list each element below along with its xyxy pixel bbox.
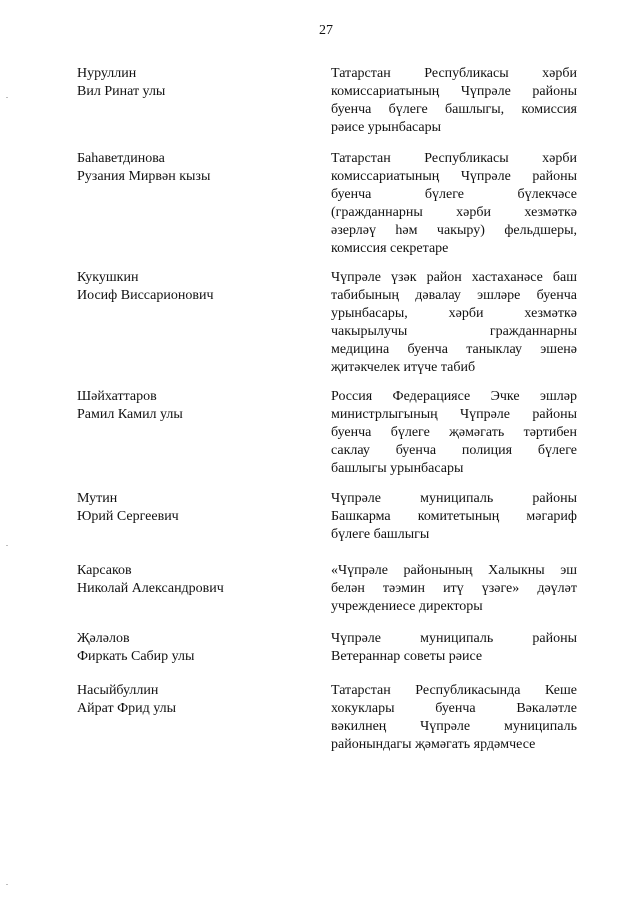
member-given-name: Юрий Сергеевич bbox=[77, 509, 179, 524]
position-line: (гражданнарны хәрби хезмәткә bbox=[331, 205, 577, 220]
position-line: Татарстан Республикасында Кеше bbox=[331, 683, 577, 698]
position-line: табибының дәвалау эшләре буенча bbox=[331, 288, 577, 303]
member-position bbox=[331, 150, 577, 258]
member-given-name: Иосиф Виссарионович bbox=[77, 288, 214, 303]
position-line: рәисе урынбасары bbox=[331, 120, 442, 135]
member-given-name: Рузания Мирвән кызы bbox=[77, 169, 211, 184]
position-line: «Чүпрәле районының Халыкны эш bbox=[331, 563, 577, 578]
position-line: учреждениесе директоры bbox=[331, 599, 483, 614]
position-line: Чүпрәле муниципаль районы bbox=[331, 631, 577, 646]
position-line: комиссариатының Чүпрәле районы bbox=[331, 84, 577, 99]
member-given-name: Айрат Фрид улы bbox=[77, 701, 177, 716]
member-given-name: Фиркать Сабир улы bbox=[77, 649, 195, 664]
position-line: буенча бүлеге башлыгы, комиссия bbox=[331, 102, 577, 117]
member-name bbox=[77, 562, 307, 598]
position-line: буенча бүлеге бүлекчәсе bbox=[331, 187, 577, 202]
member-name bbox=[77, 630, 307, 666]
position-line: Татарстан Республикасы хәрби bbox=[331, 66, 577, 81]
member-name bbox=[77, 65, 307, 101]
position-line: саклау буенча полиция бүлеге bbox=[331, 443, 577, 458]
position-line: Чүпрәле үзәк район хастаханәсе баш bbox=[331, 270, 577, 285]
position-line: бүлеге башлыгы bbox=[331, 527, 430, 542]
position-line: җитәкчелек итүче табиб bbox=[331, 360, 476, 375]
member-position bbox=[331, 630, 577, 666]
position-line: Татарстан Республикасы хәрби bbox=[331, 151, 577, 166]
position-line: әзерләү һәм чакыру) фельдшеры, bbox=[331, 223, 577, 238]
page-number: 27 bbox=[319, 23, 333, 38]
member-position bbox=[331, 269, 577, 377]
position-line: Чүпрәле муниципаль районы bbox=[331, 491, 577, 506]
position-line: медицина буенча таныклау эшенә bbox=[331, 342, 577, 357]
position-line: Ветераннар советы рәисе bbox=[331, 649, 483, 664]
position-line: чакырылучы гражданнарны bbox=[331, 324, 577, 339]
member-surname: Баһаветдинова bbox=[77, 151, 165, 166]
member-given-name: Вил Ринат улы bbox=[77, 84, 166, 99]
member-surname: Насыйбуллин bbox=[77, 683, 159, 698]
position-line: Башкарма комитетының мәгариф bbox=[331, 509, 577, 524]
scan-margin-mark bbox=[6, 545, 8, 546]
member-name bbox=[77, 269, 307, 305]
member-name bbox=[77, 490, 307, 526]
position-line: вәкилнең Чүпрәле муниципаль bbox=[331, 719, 577, 734]
member-position bbox=[331, 490, 577, 544]
member-surname: Нуруллин bbox=[77, 66, 137, 81]
position-line: буенча бүлеге җәмәгать тәртибен bbox=[331, 425, 577, 440]
member-position bbox=[331, 65, 577, 137]
position-line: районындагы җәмәгать ярдәмчесе bbox=[331, 737, 536, 752]
position-line: хокуклары буенча Вәкаләтле bbox=[331, 701, 577, 716]
position-line: урынбасары, хәрби хезмәткә bbox=[331, 306, 577, 321]
member-position bbox=[331, 682, 577, 754]
member-position bbox=[331, 562, 577, 616]
position-line: башлыгы урынбасары bbox=[331, 461, 464, 476]
scan-margin-mark bbox=[6, 884, 8, 885]
member-name bbox=[77, 388, 307, 424]
position-line: белән тәэмин итү үзәге» дәүләт bbox=[331, 581, 577, 596]
position-line: Россия Федерациясе Эчке эшләр bbox=[331, 389, 577, 404]
member-surname: Карсаков bbox=[77, 563, 132, 578]
scan-margin-mark bbox=[6, 97, 8, 98]
member-surname: Мутин bbox=[77, 491, 118, 506]
member-surname: Кукушкин bbox=[77, 270, 139, 285]
member-position bbox=[331, 388, 577, 478]
member-name bbox=[77, 682, 307, 718]
member-surname: Шәйхаттаров bbox=[77, 389, 157, 404]
member-given-name: Рамил Камил улы bbox=[77, 407, 183, 422]
member-name bbox=[77, 150, 307, 186]
position-line: комиссариатының Чүпрәле районы bbox=[331, 169, 577, 184]
position-line: министрлыгының Чүпрәле районы bbox=[331, 407, 577, 422]
position-line: комиссия секретаре bbox=[331, 241, 449, 256]
member-surname: Җәләлов bbox=[77, 631, 130, 646]
member-given-name: Николай Александрович bbox=[77, 581, 224, 596]
